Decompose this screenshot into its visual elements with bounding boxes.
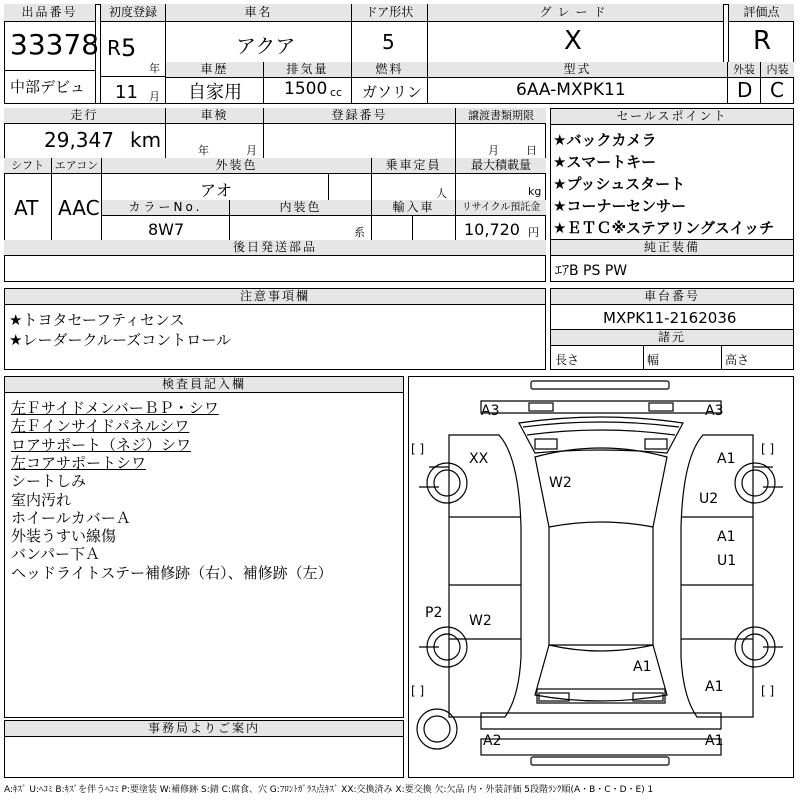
history-cell [166, 62, 264, 104]
import-header: 輸入車 [372, 200, 455, 216]
inspector-header: 検査員記入欄 [5, 377, 403, 393]
sales-point-item: ★バックカメラ [553, 131, 657, 149]
shift-value: AT [14, 196, 39, 220]
car-name-cell [166, 4, 352, 62]
score-header: 評価点 [729, 4, 794, 22]
grade-cell [428, 4, 724, 62]
ac-value: AAC [58, 196, 100, 220]
later-parts-header: 後日発送部品 [4, 240, 546, 256]
ac-cell [52, 158, 102, 240]
mark-front-left: A3 [481, 403, 500, 419]
dim-length-label: 長さ [555, 353, 580, 367]
equipment-value: ｴｱB PS PW [555, 263, 628, 279]
inspector-note-item: バンパー下Ａ [11, 545, 100, 564]
year-unit: 年 [149, 62, 160, 75]
year-value: 5 [121, 34, 137, 62]
ext-color-cell [102, 158, 372, 200]
sales-point-item: ★コーナーセンサー [553, 197, 687, 215]
exterior-grade-header: 外装 [728, 62, 760, 78]
mileage-value: 29,347 [44, 128, 114, 152]
ac-header: エアコン [52, 158, 101, 174]
inspector-section [4, 376, 404, 718]
dim-width-label: 幅 [647, 353, 660, 367]
legend-text: A:ｷｽﾞ U:ﾍｺﾐ B:ｷｽﾞを伴うﾍｺﾐ P:要塗装 W:補修跡 S:錆 C:腐食、穴 G:ﾌﾛﾝﾄｶﾞﾗｽ点ｷｽﾞ XX:交換済み X:要交換 欠:欠品 内・外装評価 5段階ﾗﾝｸ順(A・B・C・D・E) 1 [4, 785, 654, 795]
inspector-note-item: 外装うすい線傷 [11, 527, 117, 546]
car-diagram-svg [409, 377, 793, 777]
dim-height-label: 高さ [725, 353, 750, 367]
notes-header: 注意事項欄 [5, 289, 545, 305]
inspector-note-item: ホイールカバーＡ [11, 508, 131, 527]
notes-section [4, 288, 546, 370]
mark-rr-door: A1 [705, 679, 724, 695]
sales-point-item: ★プッシュスタート [553, 175, 686, 193]
model-code-value: 6AA-MXPK11 [516, 80, 626, 100]
exterior-grade-cell [728, 62, 761, 104]
exterior-grade-value: D [737, 78, 753, 102]
int-color-cell [230, 200, 372, 240]
fuel-header: 燃料 [352, 62, 427, 78]
fuel-value: ガソリン [362, 83, 423, 101]
interior-grade-value: C [770, 78, 784, 102]
score-value: R [753, 26, 772, 56]
venue-value: 中部デビュ [10, 78, 86, 96]
displacement-value: 1500 [284, 79, 328, 99]
transfer-month-unit: 月 [488, 144, 499, 157]
chassis-section [550, 288, 794, 370]
inspector-note-item: 室内汚れ [11, 490, 72, 509]
mark-hood: W2 [549, 475, 572, 491]
grade-value: X [564, 26, 582, 56]
inspection-year-unit: 年 [198, 144, 209, 157]
lot-no-cell [4, 4, 100, 104]
mileage-header: 走行 [4, 108, 165, 124]
mark-rear-left: A2 [483, 733, 502, 749]
color-no-cell [102, 200, 230, 240]
int-color-unit: 系 [354, 226, 365, 239]
inspection-header: 車検 [166, 108, 263, 124]
inspector-note-item: 左ＦサイドメンバーＢＰ・シワ [11, 399, 219, 417]
grade-header: グレード [428, 4, 723, 22]
transfer-day-unit: 日 [526, 144, 537, 157]
mark-roof: A1 [633, 659, 652, 675]
bracket-left-bottom: [ ] [411, 684, 425, 698]
ext-color-header: 外装色 [102, 158, 371, 174]
recycle-cell [456, 200, 546, 240]
bracket-right-bottom: [ ] [761, 684, 775, 698]
max-load-header: 最大積載量 [456, 158, 546, 174]
recycle-value: 10,720 [464, 220, 520, 239]
capacity-header: 乗車定員 [372, 158, 455, 174]
transfer-date-cell [456, 108, 546, 158]
mark-fr-door-u: U1 [717, 553, 737, 569]
color-no-value: 8W7 [148, 220, 185, 239]
later-parts-cell [4, 240, 546, 282]
int-color-header: 内装色 [230, 200, 371, 216]
office-header: 事務局よりご案内 [5, 721, 403, 737]
shift-header: シフト [4, 158, 51, 174]
equipment-header: 純正装備 [551, 240, 793, 256]
bracket-right-top: [ ] [761, 442, 775, 456]
era-value: R [107, 36, 121, 60]
recycle-header: リサイクル預託金 [456, 200, 546, 216]
mark-rl-door: P2 [425, 605, 443, 621]
door-header: ドア形状 [352, 4, 427, 22]
office-section [4, 720, 404, 778]
sales-point-item: ★ＥＴＣ※ステアリングスイッチ [553, 219, 775, 237]
sales-point-item: ★スマートキー [553, 153, 657, 171]
history-header: 車歴 [166, 62, 263, 78]
shift-cell [4, 158, 52, 240]
chassis-header: 車台番号 [551, 289, 793, 305]
max-load-cell [456, 158, 546, 200]
equipment-section [550, 240, 794, 282]
recycle-unit: 円 [528, 226, 539, 239]
model-code-cell [428, 62, 728, 104]
interior-grade-cell [761, 62, 794, 104]
month-unit: 月 [149, 90, 160, 103]
first-reg-cell [100, 4, 166, 104]
color-no-header: カラーNo. [102, 200, 229, 216]
mark-rear-right: A1 [705, 733, 724, 749]
notes-item: ★レーダークルーズコントロール [9, 331, 231, 349]
mark-floor: W2 [469, 613, 492, 629]
car-name-header: 車名 [166, 4, 351, 22]
sales-points-section [550, 108, 794, 240]
door-value: 5 [382, 30, 395, 54]
reg-no-cell [264, 108, 456, 158]
displacement-header: 排気量 [264, 62, 351, 78]
inspection-cell [166, 108, 264, 158]
door-cell [352, 4, 428, 62]
notes-item: ★トヨタセーフティセンス [9, 311, 185, 329]
interior-grade-header: 内装 [761, 62, 794, 78]
inspection-month-unit: 月 [246, 144, 257, 157]
score-cell [728, 4, 794, 62]
mark-fr-fender-a: A1 [717, 451, 736, 467]
sales-points-header: セールスポイント [551, 109, 793, 125]
load-unit: kg [528, 185, 542, 198]
bracket-left-top: [ ] [411, 442, 425, 456]
inspector-note-item: ロアサポート（ネジ）シワ [11, 435, 192, 454]
inspector-note-item: 左コアサポートシワ [11, 453, 147, 472]
mark-fr-fender-u: U2 [699, 491, 719, 507]
mark-fr-door-a: A1 [717, 529, 736, 545]
inspector-note-item: ヘッドライトステー補修跡（右）、補修跡（左） [11, 563, 333, 582]
mileage-cell [4, 108, 166, 158]
capacity-unit: 人 [436, 187, 447, 200]
damage-diagram [408, 376, 794, 778]
lot-no-header: 出品番号 [4, 4, 95, 22]
mark-fl-fender: XX [469, 451, 489, 467]
capacity-cell [372, 158, 456, 200]
history-value: 自家用 [188, 82, 242, 103]
model-code-header: 型式 [428, 62, 727, 78]
dims-header: 諸元 [551, 330, 793, 346]
fuel-cell [352, 62, 428, 104]
mileage-unit: km [130, 128, 162, 152]
displacement-unit: cc [330, 86, 343, 99]
import-cell [372, 200, 456, 240]
inspector-note-item: シートしみ [11, 472, 87, 491]
lot-no-value: 33378 [10, 28, 100, 61]
chassis-value: MXPK11-2162036 [603, 309, 737, 327]
reg-no-header: 登録番号 [264, 108, 455, 124]
mark-front-right: A3 [705, 403, 724, 419]
ext-color-value: アオ [200, 181, 232, 200]
displacement-cell [264, 62, 352, 104]
first-reg-header: 初度登録 [101, 4, 165, 22]
transfer-date-header: 譲渡書類期限 [456, 108, 546, 124]
inspector-note-item: 左Ｆインサイドパネルシワ [11, 417, 190, 436]
car-name-value: アクア [236, 34, 296, 58]
month-value: 11 [115, 82, 138, 103]
